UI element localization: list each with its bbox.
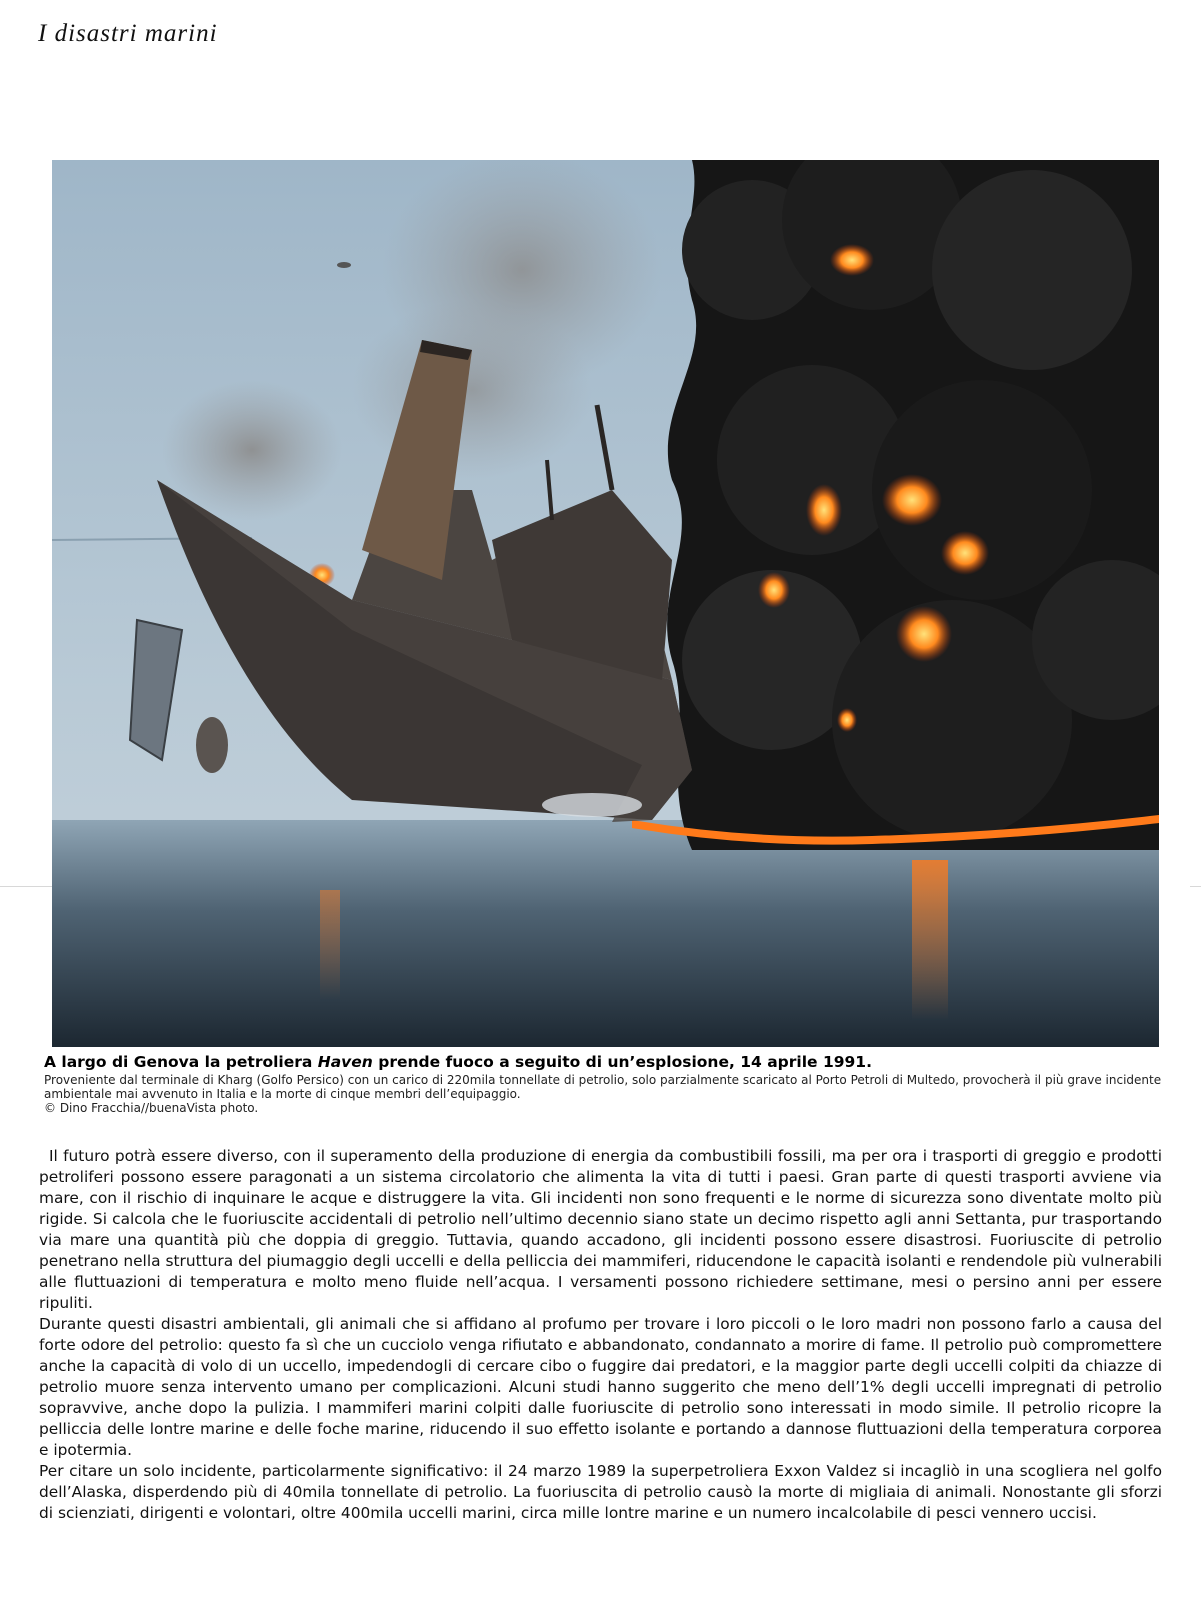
caption-title-tail: prende fuoco a seguito di un’esplosione, 14 aprile 1991. xyxy=(372,1053,872,1071)
article-paragraph: Durante questi disastri ambientali, gli animali che si affidano al profumo per trovare i loro piccoli o le loro madri non possono farlo a causa del forte odore del petrolio: questo fa sì che un cucciolo venga rifiutato e abbandonato, condannato a morire di fame. Il petrolio può compromettere anche la capacità di volo di un uccello, impedendogli di cercare cibo o fuggire dai predatori, e la maggior parte degli uccelli colpiti da chiazze di petrolio muore senza intervento umano per complicazioni. Alcuni studi hanno suggerito che meno dell’1% degli uccelli impregnati di petrolio sopravvive, anche dopo la pulizia. I mammiferi marini colpiti dalle fuoriuscite di petrolio sono interessati in modo simile. Il petrolio ricopre la pelliccia delle lontre marine e delle foche marine, riducendo il suo effetto isolante e portando a dannose fluttuazioni della temperatura corporea e ipotermia. xyxy=(39,1315,1162,1459)
caption-title-lead: A largo di Genova la petroliera xyxy=(44,1053,318,1071)
article-body xyxy=(39,1146,1162,1524)
figure-caption xyxy=(44,1053,1164,1115)
burning-tanker-photo xyxy=(52,160,1159,1047)
page-edge-rule-right xyxy=(1190,886,1201,887)
article-paragraph: Per citare un solo incidente, particolarmente significativo: il 24 marzo 1989 la superpetroliera Exxon Valdez si incagliò in una scogliera nel golfo dell’Alaska, disperdendo più di 40mila tonnellate di petrolio. La fuoriuscita di petrolio causò la morte di migliaia di animali. Nonostante gli sforzi di scienziati, dirigenti e volontari, oltre 400mila uccelli marini, circa mille lontre marine e un numero incalcolabile di pesci vennero uccisi. xyxy=(39,1462,1162,1522)
caption-ship-name: Haven xyxy=(317,1053,373,1071)
caption-title xyxy=(44,1053,1164,1072)
caption-description: Proveniente dal terminale di Kharg (Golfo Persico) con un carico di 220mila tonnellate di petrolio, solo parzialmente scaricato al Porto Petroli di Multedo, provocherà il più grave incidente ambientale mai avvenuto in Italia e la morte di cinque membri dell’equipaggio. xyxy=(44,1073,1162,1101)
article-paragraph: Il futuro potrà essere diverso, con il superamento della produzione di energia da combustibili fossili, ma per ora i trasporti di greggio e prodotti petroliferi possono essere paragonati a un sistema circolatorio che alimenta la vita di tutti i paesi. Gran parte di questi trasporti avviene via mare, con il rischio di inquinare le acque e distruggere la vita. Gli incidenti non sono frequenti e le norme di sicurezza sono diventate molto più rigide. Si calcola che le fuoriuscite accidentali di petrolio nell’ultimo decennio siano state un decimo rispetto agli anni Settanta, pur trasportando via mare una quantità più che doppia di greggio. Tuttavia, quando accadono, gli incidenti possono essere disastrosi. Fuoriuscite di petrolio penetrano nella struttura del piumaggio degli uccelli e della pelliccia dei mammiferi, riducendone le capacità isolanti e rendendole più vulnerabili alle fluttuazioni di temperatura e molto meno fluide nell’acqua. I versamenti possono richiedere settimane, mesi o persino anni per essere ripuliti. xyxy=(39,1147,1162,1312)
photo-credit: © Dino Fracchia//buenaVista photo. xyxy=(44,1101,259,1115)
page-header-title: I disastri marini xyxy=(38,20,218,47)
